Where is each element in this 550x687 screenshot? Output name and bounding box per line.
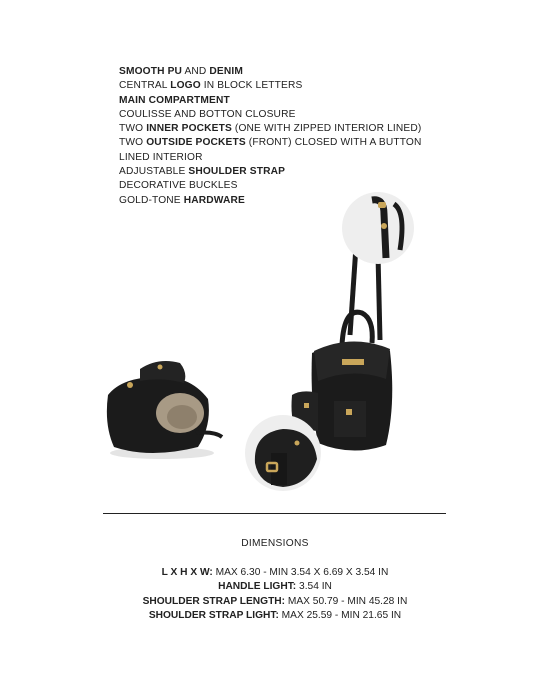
feature-text: IN BLOCK LETTERS — [200, 80, 303, 92]
bag-lining-inner — [167, 405, 197, 429]
dimensions-list — [0, 566, 550, 623]
front-pocket — [334, 401, 366, 437]
gold-ring — [378, 202, 386, 208]
gold-ring — [381, 223, 387, 229]
feature-text: GOLD-TONE — [119, 194, 184, 206]
feature-item — [119, 79, 421, 93]
feature-item — [119, 94, 421, 108]
feature-item — [119, 136, 421, 150]
feature-item — [119, 165, 421, 179]
feature-text: CENTRAL — [119, 80, 171, 92]
feature-text: (ONE WITH ZIPPED INTERIOR LINED) — [231, 123, 422, 135]
dimension-label: L X H X W: — [161, 567, 213, 578]
dimension-value: MAX 50.79 - MIN 45.28 IN — [285, 595, 408, 607]
dimension-label: SHOULDER STRAP LENGTH: — [142, 595, 286, 607]
feature-highlight: INNER POCKETS — [146, 123, 232, 135]
feature-text: LINED INTERIOR — [119, 151, 203, 163]
shoulder-strap — [378, 255, 380, 340]
feature-item — [119, 122, 421, 136]
feature-text: ADJUSTABLE — [119, 166, 189, 178]
feature-highlight: DENIM — [209, 66, 243, 77]
dimensions-title: DIMENSIONS — [241, 538, 309, 549]
gold-buckle — [304, 403, 309, 408]
dimension-row — [0, 595, 550, 609]
dimension-label: HANDLE LIGHT: — [218, 581, 297, 593]
feature-text: AND — [182, 66, 210, 77]
feature-item — [119, 151, 421, 165]
feature-text: DECORATIVE BUCKLES — [119, 180, 238, 192]
strap-tab — [271, 453, 287, 485]
dimension-value: MAX 6.30 - MIN 3.54 X 6.69 X 3.54 IN — [212, 567, 389, 578]
feature-highlight: MAIN COMPARTMENT — [119, 94, 230, 106]
feature-list — [119, 65, 421, 208]
gold-buckle — [158, 365, 163, 370]
feature-text: TWO — [119, 137, 147, 149]
feature-text: COULISSE AND BOTTON CLOSURE — [119, 108, 296, 120]
gold-buckle — [346, 409, 352, 415]
feature-item — [119, 108, 421, 122]
feature-highlight: OUTSIDE POCKETS — [146, 137, 246, 149]
section-divider — [103, 513, 446, 514]
dimension-row — [0, 566, 550, 580]
strap-detail-photo — [340, 190, 416, 266]
feature-highlight: SMOOTH PU — [119, 66, 183, 77]
gold-buckle — [127, 382, 133, 388]
dimension-value: 3.54 IN — [296, 581, 332, 593]
feature-text: TWO — [119, 123, 147, 135]
feature-highlight: SHOULDER STRAP — [188, 166, 286, 178]
feature-item — [119, 65, 421, 79]
gold-button — [295, 441, 300, 446]
dimension-row — [0, 580, 550, 594]
dimension-row — [0, 609, 550, 623]
feature-text: (FRONT) CLOSED WITH A BUTTON — [245, 137, 422, 149]
dimension-label: SHOULDER STRAP LIGHT: — [148, 609, 279, 621]
feature-highlight: LOGO — [170, 80, 201, 92]
buckle-detail-photo — [243, 413, 323, 493]
handle — [342, 312, 372, 345]
logo-plate — [342, 359, 364, 365]
dimension-value: MAX 25.59 - MIN 21.65 IN — [278, 609, 402, 621]
open-bag-photo — [100, 355, 230, 465]
feature-highlight: HARDWARE — [183, 194, 245, 206]
